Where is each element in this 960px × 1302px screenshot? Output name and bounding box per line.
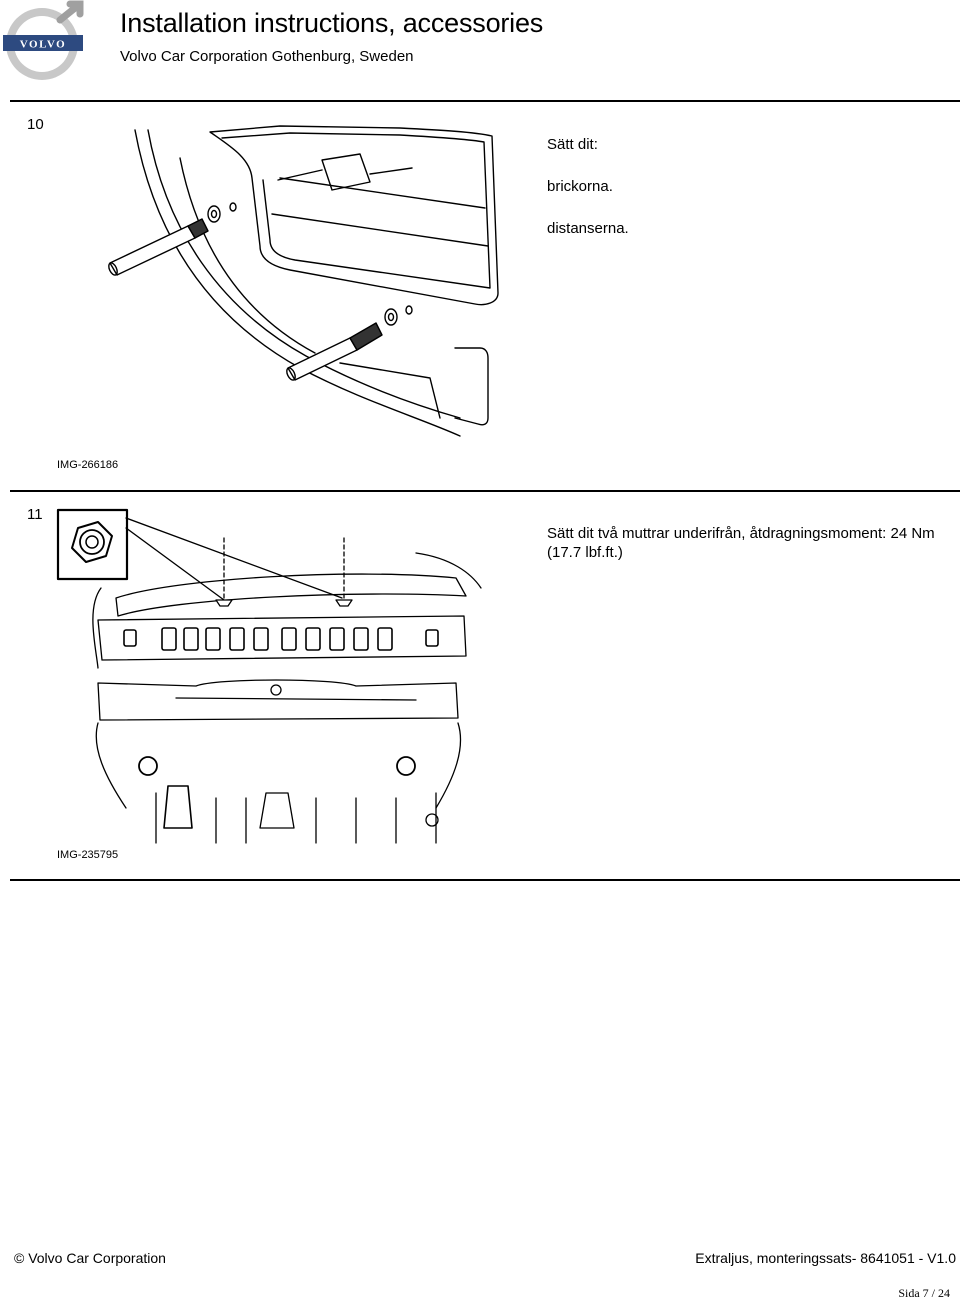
step-instruction-item: distanserna.: [547, 220, 629, 237]
logo-lettering: VOLVO: [19, 38, 67, 51]
document-title: Installation instructions, accessories: [120, 8, 544, 38]
step-instruction: Sätt dit:: [547, 136, 598, 153]
divider: [10, 490, 960, 492]
step-number: 11: [27, 506, 43, 523]
illustration-rear-bumper-studs: [100, 118, 520, 448]
footer-copyright: © Volvo Car Corporation: [14, 1250, 166, 1266]
image-id: IMG-266186: [57, 459, 119, 471]
step-instruction-item: brickorna.: [547, 178, 613, 195]
image-id: IMG-235795: [57, 849, 119, 861]
divider: [10, 879, 960, 881]
volvo-logo: [0, 0, 88, 88]
illustration-underbody-nuts: [56, 508, 486, 848]
page-number: Sida 7 / 24: [898, 1286, 950, 1300]
divider: [10, 100, 960, 102]
footer-document-reference: Extraljus, monteringssats- 8641051 - V1.0: [695, 1250, 956, 1266]
document-subtitle: Volvo Car Corporation Gothenburg, Sweden: [120, 48, 414, 65]
step-number: 10: [27, 116, 44, 133]
step-instruction: Sätt dit två muttrar underifrån, åtdragningsmoment: 24 Nm (17.7 lbf.ft.): [547, 525, 935, 561]
